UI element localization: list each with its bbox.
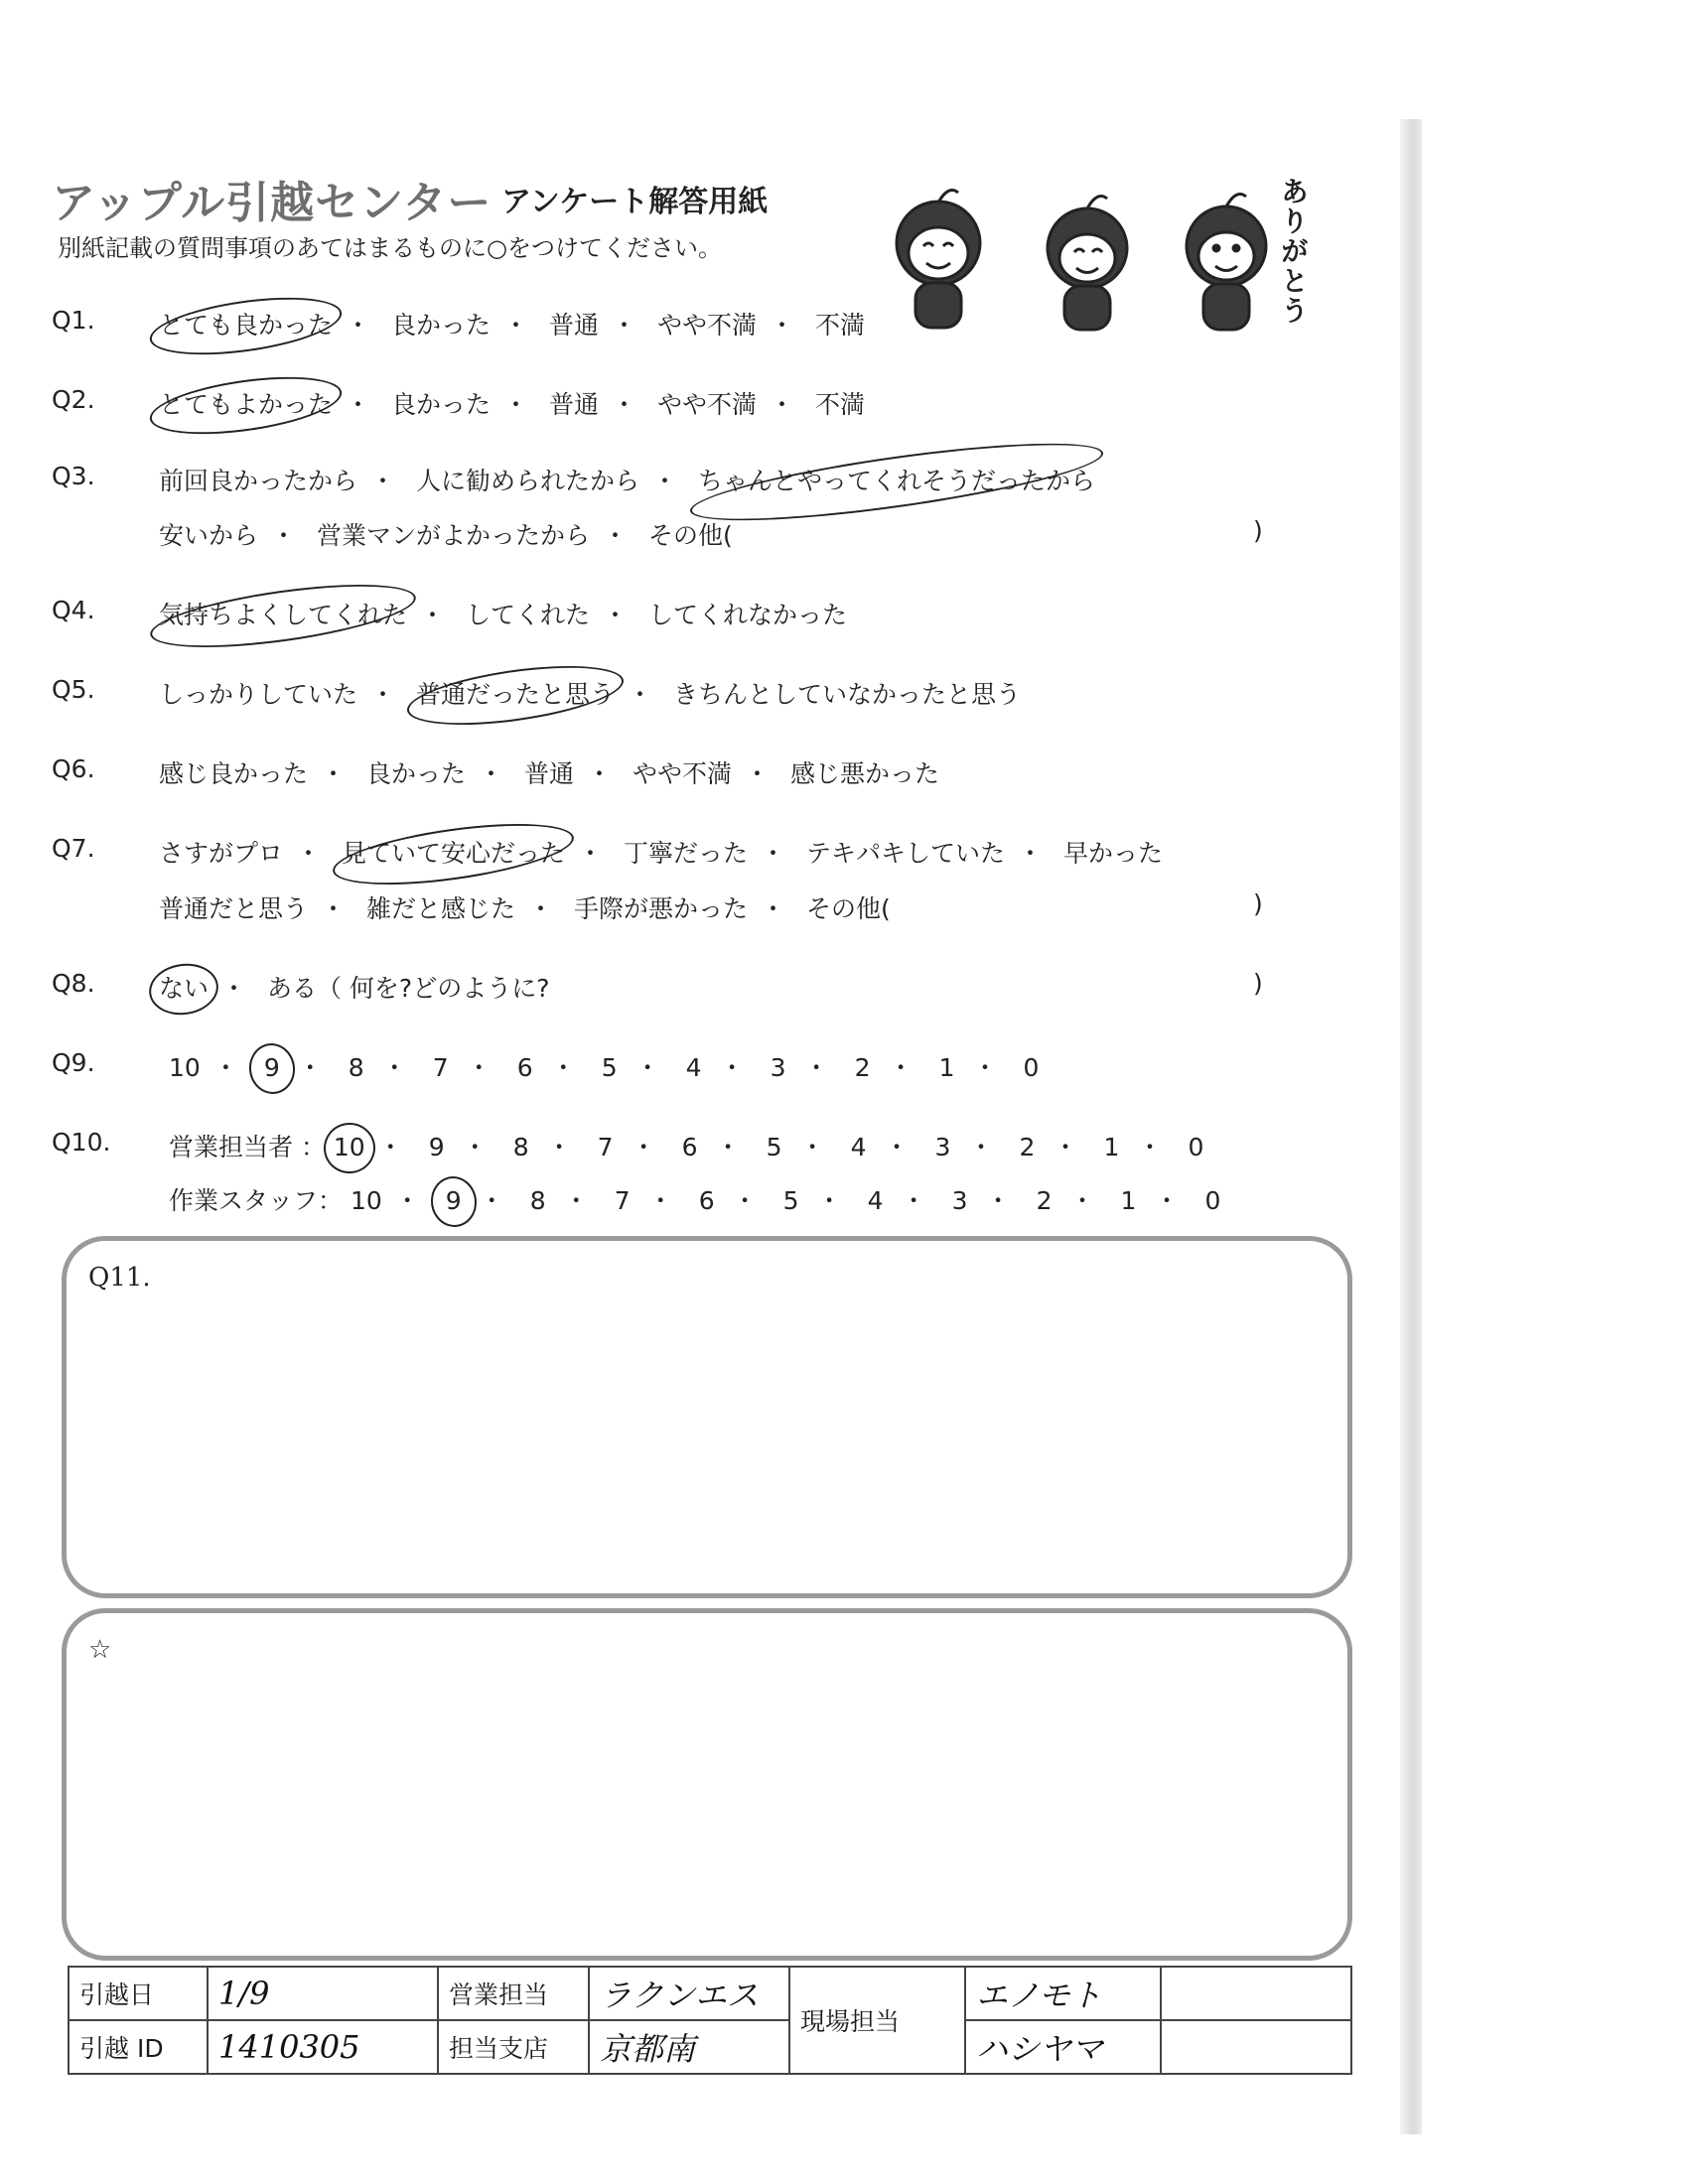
question-label: Q9. (52, 1048, 95, 1077)
score-option-selected[interactable]: 9 (259, 1053, 285, 1082)
score-option-selected[interactable]: 9 (441, 1186, 467, 1215)
branch-value[interactable]: 京都南 (589, 2020, 789, 2074)
score-option[interactable]: 4 (850, 1133, 867, 1161)
score-option-selected[interactable]: 10 (333, 1133, 365, 1161)
question-6: Q6. 感じ良かった ・ 良かった ・ 普通 ・ やや不満 ・ 感じ悪かった (52, 754, 939, 788)
move-date-label: 引越日 (69, 1967, 208, 2020)
option[interactable]: 良かった (390, 390, 491, 419)
score-option[interactable]: 8 (529, 1186, 546, 1215)
option[interactable]: 早かった (1062, 839, 1163, 868)
option[interactable]: 普通 (548, 311, 599, 340)
score-option[interactable]: 5 (782, 1186, 799, 1215)
sales-rep-label: 営業担当 (438, 1967, 589, 2020)
sales-rep-value[interactable]: ラクンエス (589, 1967, 789, 2020)
question-label: Q7. (52, 834, 95, 863)
score-option[interactable]: 3 (951, 1186, 968, 1215)
question-7: Q7. さすがプロ ・ 見ていて安心だった ・ 丁寧だった ・ テキパキしていた ・ 早かった (52, 834, 1163, 868)
score-option[interactable]: 7 (597, 1133, 614, 1161)
option[interactable]: きちんとしていなかったと思う (672, 680, 1021, 709)
option[interactable]: しっかりしていた (159, 680, 358, 709)
site-rep-2[interactable]: ハシヤマ (965, 2020, 1161, 2074)
option-selected[interactable]: ちゃんとやってくれそうだったから (697, 467, 1095, 495)
option-selected[interactable]: 気持ちよくしてくれた (159, 601, 408, 629)
score-option[interactable]: 0 (1023, 1053, 1040, 1082)
score-option[interactable]: 1 (1103, 1133, 1120, 1161)
staff-label: 作業スタッフ： (169, 1186, 344, 1215)
question-2: Q2. とてもよかった ・ 良かった ・ 普通 ・ やや不満 ・ 不満 (52, 385, 865, 419)
empty-cell (1161, 1967, 1351, 2020)
option[interactable]: 安いから (159, 521, 259, 550)
score-option[interactable]: 3 (770, 1053, 786, 1082)
score-option[interactable]: 6 (681, 1133, 698, 1161)
option[interactable]: 良かった (365, 759, 466, 788)
score-option[interactable]: 6 (516, 1053, 533, 1082)
question-label: Q6. (52, 754, 95, 783)
question-1: Q1. とても良かった ・ 良かった ・ 普通 ・ やや不満 ・ 不満 (52, 306, 865, 340)
empty-cell (1161, 2020, 1351, 2074)
question-label: Q1. (52, 306, 95, 335)
score-option[interactable]: 4 (685, 1053, 702, 1082)
question-4: Q4. 気持ちよくしてくれた ・ してくれた ・ してくれなかった (52, 596, 847, 629)
option[interactable]: テキパキしていた (805, 839, 1005, 868)
star-icon: ☆ (88, 1635, 112, 1665)
score-option[interactable]: 10 (350, 1186, 382, 1215)
option[interactable]: してくれた (465, 601, 590, 629)
question-8: Q8. ない ・ ある（ 何を?どのように? ) (52, 969, 1263, 1003)
mascot-text: ありがとう (1277, 177, 1310, 326)
site-rep-1[interactable]: エノモト (965, 1967, 1161, 2020)
score-option[interactable]: 2 (1036, 1186, 1053, 1215)
option[interactable]: 普通 (548, 390, 599, 419)
question-3-line2: 安いから ・ 営業マンがよかったから ・ その他( ) (159, 516, 1263, 550)
question-7-line2: 普通だと思う ・ 雑だと感じた ・ 手際が悪かった ・ その他( ) (159, 889, 1263, 923)
option[interactable]: 雑だと感じた (365, 894, 515, 923)
q11-label: Q11. (88, 1263, 151, 1293)
option-selected[interactable]: 普通だったと思う (415, 680, 615, 709)
form-subtitle: アンケート解答用紙 (501, 185, 769, 219)
option[interactable]: ある（ 何を?どのように? (266, 974, 550, 1003)
closing-paren: ) (1253, 516, 1263, 545)
option[interactable]: 普通だと思う (159, 894, 309, 923)
score-option[interactable]: 6 (698, 1186, 715, 1215)
question-3: Q3. 前回良かったから ・ 人に勧められたから ・ ちゃんとやってくれそうだったから (52, 462, 1095, 495)
option-selected[interactable]: とても良かった (159, 311, 334, 340)
question-10-sales: Q10. 営業担当者 ： 10 ・ 9 ・ 8 ・ 7 ・ 6 ・ 5 ・ 4 ・ 3 ・ 2 ・ 1 ・ 0 (52, 1128, 1392, 1167)
company-title: アップル引越センター (52, 178, 492, 228)
option[interactable]: やや不満 (632, 759, 732, 788)
question-label: Q3. (52, 462, 95, 490)
closing-paren: ) (1253, 889, 1263, 918)
option[interactable]: さすがプロ (159, 839, 284, 868)
score-option[interactable]: 8 (348, 1053, 364, 1082)
score-option[interactable]: 4 (867, 1186, 884, 1215)
question-9: Q9. 10 ・ 9 ・ 8 ・ 7 ・ 6 ・ 5 ・ 4 ・ 3 ・ 2 ・ 1 ・ 0 (52, 1048, 1392, 1088)
option-selected[interactable]: とてもよかった (159, 390, 334, 419)
option-selected[interactable]: ない (159, 974, 210, 1003)
q11-comment-box[interactable] (62, 1236, 1352, 1598)
score-option[interactable]: 0 (1204, 1186, 1221, 1215)
question-10-staff: 作業スタッフ： 10 ・ 9 ・ 8 ・ 7 ・ 6 ・ 5 ・ 4 ・ 3 ・ 2 ・ 1 ・ 0 (52, 1181, 1392, 1221)
option-other[interactable]: その他( (647, 521, 733, 550)
option-other[interactable]: その他( (805, 894, 891, 923)
instruction-text: 別紙記載の質問事項のあてはまるものに○をつけてください。 (58, 234, 722, 262)
option[interactable]: 良かった (390, 311, 491, 340)
option[interactable]: やや不満 (656, 390, 757, 419)
score-option[interactable]: 2 (1019, 1133, 1036, 1161)
option[interactable]: 感じ良かった (159, 759, 309, 788)
score-option[interactable]: 0 (1188, 1133, 1204, 1161)
score-option[interactable]: 2 (854, 1053, 871, 1082)
site-rep-label: 現場担当 (789, 1967, 965, 2074)
option[interactable]: 丁寧だった (623, 839, 748, 868)
move-date-value[interactable]: 1/9 (208, 1967, 438, 2020)
score-option[interactable]: 5 (601, 1053, 618, 1082)
closing-paren: ) (1253, 969, 1263, 998)
score-option[interactable]: 9 (428, 1133, 445, 1161)
star-comment-box[interactable] (62, 1608, 1352, 1961)
option[interactable]: 不満 (814, 390, 865, 419)
option[interactable]: してくれなかった (647, 601, 847, 629)
option[interactable]: 手際が悪かった (573, 894, 748, 923)
score-option[interactable]: 1 (1120, 1186, 1137, 1215)
option[interactable]: 普通 (523, 759, 574, 788)
question-label: Q5. (52, 675, 95, 704)
score-option[interactable]: 1 (938, 1053, 955, 1082)
option[interactable]: 人に勧められたから (415, 467, 639, 495)
question-label: Q10. (52, 1128, 111, 1157)
question-5: Q5. しっかりしていた ・ 普通だったと思う ・ きちんとしていなかったと思う (52, 675, 1021, 709)
score-option[interactable]: 3 (934, 1133, 951, 1161)
score-option[interactable]: 5 (766, 1133, 782, 1161)
question-label: Q8. (52, 969, 95, 998)
option-selected[interactable]: 見ていて安心だった (341, 839, 565, 868)
question-label: Q4. (52, 596, 95, 624)
option[interactable]: 感じ悪かった (789, 759, 939, 788)
option[interactable]: 前回良かったから (159, 467, 358, 495)
score-option[interactable]: 7 (432, 1053, 449, 1082)
option[interactable]: 不満 (814, 311, 865, 340)
option[interactable]: やや不満 (656, 311, 757, 340)
score-option[interactable]: 10 (169, 1053, 201, 1082)
score-option[interactable]: 7 (614, 1186, 631, 1215)
page-edge-shadow (1400, 119, 1422, 2134)
sales-rep-label: 営業担当者 ： (169, 1133, 326, 1161)
branch-label: 担当支店 (438, 2020, 589, 2074)
score-option[interactable]: 8 (512, 1133, 529, 1161)
move-id-value[interactable]: 1410305 (208, 2020, 438, 2074)
move-id-label: 引越 ID (69, 2020, 208, 2074)
footer-info-table (68, 1966, 1352, 2075)
option[interactable]: 営業マンがよかったから (316, 521, 590, 550)
question-label: Q2. (52, 385, 95, 414)
